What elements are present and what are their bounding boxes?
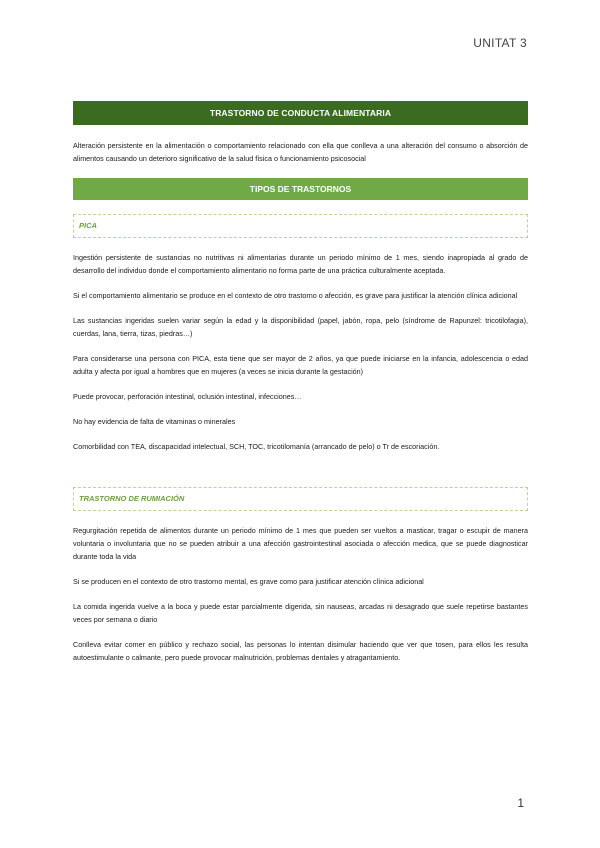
rumiacion-paragraph-3: La comida ingerida vuelve a la boca y puede estar parcialmente digerida, sin nauseas, arcadas ni desagrado que suele repetirse bastantes veces por semana o diario xyxy=(73,602,528,624)
page-number: 1 xyxy=(517,796,524,810)
rumiacion-paragraph-2: Si se producen en el contexto de otro trastorno mental, es grave como para justificar atención clínica adicional xyxy=(73,577,424,586)
document-body xyxy=(73,101,528,664)
unit-header: UNITAT 3 xyxy=(473,36,527,50)
section-heading-pica: PICA xyxy=(73,214,528,238)
pica-paragraph-7: Comorbilidad con TEA, discapacidad intelectual, SCH, TOC, tricotilomanía (arrancado de pelo) o Tr de escoriación. xyxy=(73,442,440,451)
pica-paragraph-4: Para considerarse una persona con PICA, esta tiene que ser mayor de 2 años, ya que puede iniciarse en la infancia, adolescencia o edad adulta y afecta por igual a hombres que en mujeres (a veces se inicia durante la gestación) xyxy=(73,354,528,376)
rumiacion-paragraph-1: Regurgitación repetida de alimentos durante un periodo mínimo de 1 mes que pueden ser vueltos a masticar, tragar o escupir de manera voluntaria o involuntaria que no se pueden atribuir a una afección gastrointestinal asociada o afección medica, que se puede diagnosticar durante toda la vida xyxy=(73,526,528,561)
document-title: TRASTORNO DE CONDUCTA ALIMENTARIA xyxy=(73,101,528,125)
pica-paragraph-5: Puede provocar, perforación intestinal, oclusión intestinal, infecciones… xyxy=(73,392,302,401)
pica-paragraph-1: Ingestión persistente de sustancias no nutritivas ni alimentarias durante un periodo mínimo de 1 mes, siendo inapropiada al grado de desarrollo del individuo donde el comportamiento alimentario no forma parte de una práctica culturalmente aceptada. xyxy=(73,253,528,275)
intro-paragraph: Alteración persistente en la alimentación o comportamiento relacionado con ella que conlleva a una alteración del consumo o absorción de alimentos causando un deterioro significativo de la salud física o funcionamiento psicosocial xyxy=(73,141,528,163)
pica-paragraph-2: Si el comportamiento alimentario se produce en el contexto de otro trastorno o afección, es grave para justificar la atención clínica adicional xyxy=(73,291,518,300)
pica-paragraph-6: No hay evidencia de falta de vitaminas o minerales xyxy=(73,417,236,426)
section-heading-rumiacion: TRASTORNO DE RUMIACIÓN xyxy=(73,487,528,511)
rumiacion-paragraph-4: Conlleva evitar comer en público y rechazo social, las personas lo intentan disimular haciendo que ver que tosen, para ellos les resulta autoestimulante o calmante, pero puede provocar malnutrición, problemas dentales y atragantamiento. xyxy=(73,640,528,662)
types-heading: TIPOS DE TRASTORNOS xyxy=(73,178,528,200)
pica-paragraph-3: Las sustancias ingeridas suelen variar según la edad y la disponibilidad (papel, jabón, ropa, pelo (síndrome de Rapunzel: tricotilofagia), cuerdas, lana, tierra, tizas, piedras…) xyxy=(73,316,528,338)
